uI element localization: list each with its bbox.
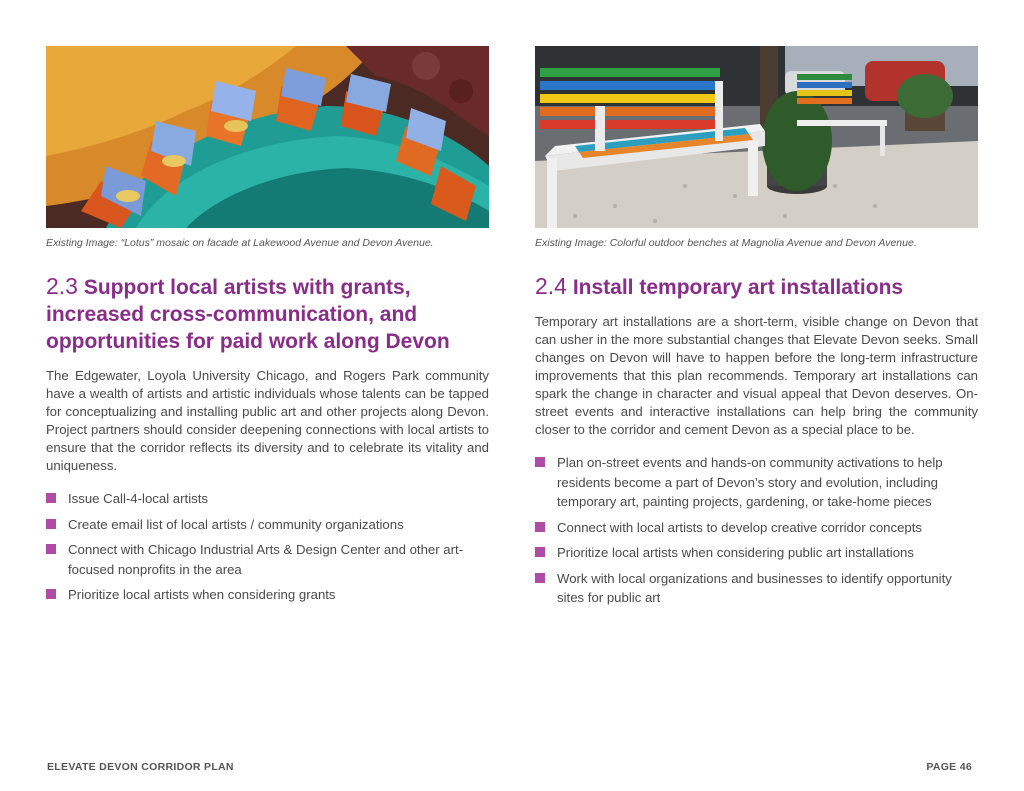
bullet-square-icon [535, 573, 545, 583]
right-image-caption: Existing Image: Colorful outdoor benches at Magnolia Avenue and Devon Avenue. [535, 237, 917, 249]
section-2-3-bullets [46, 489, 489, 605]
section-title: Install temporary art installations [572, 276, 904, 299]
bullet-item: Prioritize local artists when considering grants [46, 585, 489, 605]
right-column [535, 46, 978, 614]
section-2-4-bullets [535, 453, 978, 608]
bullet-item: Prioritize local artists when considering public art installations [535, 543, 978, 563]
footer-page-number: PAGE 46 [926, 761, 972, 773]
bullet-item: Connect with Chicago Industrial Arts & Design Center and other art-focused nonprofits in the area [46, 540, 489, 579]
bullet-square-icon [46, 544, 56, 554]
bullet-square-icon [46, 493, 56, 503]
left-image-caption: Existing Image: “Lotus” mosaic on facade at Lakewood Avenue and Devon Avenue. [46, 237, 434, 249]
bullet-item: Plan on-street events and hands-on community activations to help residents become a part of Devon’s story and evolution, including temporary art, painting projects, gardening, or take-home pieces [535, 453, 978, 512]
bullet-item: Issue Call-4-local artists [46, 489, 489, 509]
bullet-square-icon [535, 547, 545, 557]
bullet-square-icon [46, 589, 56, 599]
colorful-benches-image [535, 46, 978, 228]
section-number: 2.3 [46, 273, 78, 299]
lotus-mosaic-image [46, 46, 489, 228]
bullet-square-icon [46, 519, 56, 529]
footer-document-title: ELEVATE DEVON CORRIDOR PLAN [47, 761, 234, 773]
section-2-4-body: Temporary art installations are a short-term, visible change on Devon that can usher in the more substantial changes that Elevate Devon seeks. Small changes on Devon will have to happen before the long-term infrastructure improvements that this plan recommends. Temporary art installations can spark the change in character and visual appeal that Devon deserves. On-street events and interactive installations can help bring the community closer to the corridor and cement Devon as a special place to be. [535, 314, 978, 437]
bullet-item: Work with local organizations and businesses to identify opportunity sites for public art [535, 569, 978, 608]
bullet-item: Create email list of local artists / community organizations [46, 515, 489, 535]
bullet-square-icon [535, 457, 545, 467]
section-2-3-heading [46, 273, 489, 355]
section-number: 2.4 [535, 273, 567, 299]
left-column [46, 46, 489, 611]
section-title: Support local artists with grants, increased cross-communication, and opportunities for paid work along Devon [46, 276, 450, 353]
bullet-square-icon [535, 522, 545, 532]
section-2-3-body: The Edgewater, Loyola University Chicago, and Rogers Park community have a wealth of artists and artistic individuals whose talents can be tapped for conceptualizing and installing public art and other projects along Devon. Project partners should consider deepening connections with local artists to ensure that the corridor reflects its diversity and to celebrate its vitality and uniqueness. [46, 368, 489, 473]
section-2-4-heading [535, 273, 978, 301]
bullet-item: Connect with local artists to develop creative corridor concepts [535, 518, 978, 538]
